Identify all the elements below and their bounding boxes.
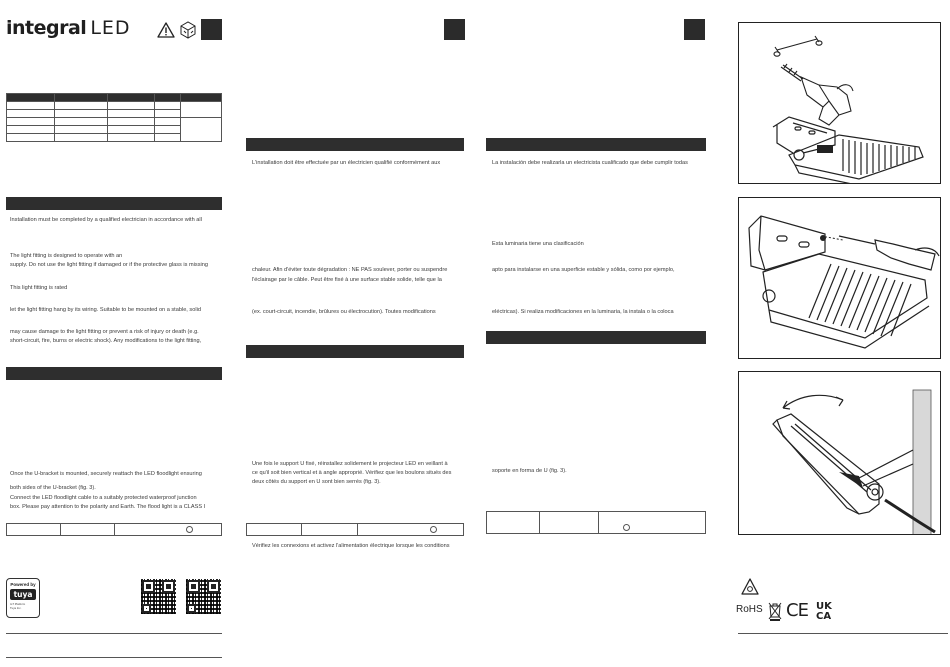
language-marker-en [201,19,222,40]
section-bar-install-es [486,331,706,344]
screwdriver-icon [739,198,740,199]
section-bar-safety-fr [246,138,464,151]
tilt-arrow-icon [739,372,740,373]
section-bar-install-en [6,367,222,380]
verify-text-fr: Vérifiez les connexions et activez l'alimentation électrique lorsque les conditions [252,543,450,549]
fit-text-es: apto para instalarse en una superficie estable y sólida, como por ejemplo, [492,267,675,273]
hang-text-en: let the light fitting hang by its wiring. Suitable to be mounted on a stable, solid [10,307,201,313]
bracket-text-fr: Une fois le support U fixé, réinstallez solidement le projecteur LED en veillant à [252,461,448,467]
column-figures [730,0,950,667]
brand-logo: integral LED [6,17,131,39]
recycle-box-icon [179,20,197,39]
mod-text-es: eléctricas). Si realiza modificaciones en la luminaria, la instala o la coloca [492,309,674,315]
connect-text-en-2: box. Please pay attention to the polarity and Earth. The flood light is a CLASS I [10,504,206,510]
ukca-mark: UK CA [816,601,832,622]
column-english [0,0,238,667]
design-text-en: The light fitting is designed to operate with an [10,253,123,259]
risk-text-fr: (ex. court-circuit, incendie, brûlures ou électrocution). Toutes modifications [252,309,436,315]
earth-icon [623,524,630,531]
figure-1-drilling [738,22,941,184]
wiring-table-fr [246,523,464,536]
rohs-mark: RoHS [736,604,763,615]
earth-icon [186,526,193,533]
triman-icon [740,577,760,597]
install-text-en: Installation must be completed by a qualified electrician in accordance with all [10,217,202,223]
design-text-en-2: supply. Do not use the light fitting if damaged or if the protective glass is missing [10,262,208,268]
column-spanish [478,0,718,667]
language-marker-es [684,19,705,40]
rated-text-en: This light fitting is rated [10,285,68,291]
install-text-fr: L'installation doit être effectuée par un électricien qualifié conformément aux [252,160,441,166]
bracket-text-fr-3: deux côtés du support en U sont bien serrés (fig. 3). [252,479,381,485]
weee-bin-icon [768,602,782,622]
damage-text-en: may cause damage to the light fitting or prevent a risk of injury or death (e.g. [10,329,199,335]
qr-code-app-1 [141,579,176,614]
bracket-text-fr-2: ce qu'il soit bien vertical et à angle approprié. Vérifiez que les boulons situés des [252,470,452,476]
ce-mark: CE [786,600,808,621]
earth-icon [430,526,437,533]
class-text-es: Esta luminaria tiene una clasificación [492,241,584,247]
figure-3-tilting [738,371,941,535]
damage-text-en-2: short-circuit, fire, burns or electric shock). Any modifications to the light fitting, [10,338,202,344]
drill-icon [739,23,740,24]
heat-text-fr-2: l'éclairage par le câble. Peut être fixé à une surface stable solide, telle que la [252,277,442,283]
connect-text-en: Connect the LED floodlight cable to a suitably protected waterproof junction [10,495,197,501]
bracket-text-en: Once the U-bracket is mounted, securely reattach the LED floodlight ensuring [10,471,202,477]
qr-code-app-2 [186,579,221,614]
install-text-es: La instalación debe realizarla un electricista cualificado que debe cumplir todas [492,160,688,166]
figure-2-screwing [738,197,941,359]
wiring-table-es [486,511,706,534]
section-bar-safety-es [486,138,706,151]
wiring-table-en [6,523,222,536]
heat-text-fr: chaleur. Afin d'éviter toute dégradation : NE PAS soulever, porter ou suspendre [252,267,448,273]
divider-line [738,633,948,634]
divider-line [6,657,222,658]
section-bar-safety-en [6,197,222,210]
bracket-text-en-2: both sides of the U-bracket (fig. 3). [10,485,96,491]
column-french [238,0,478,667]
tuya-badge: Powered by tuya IoT Platform Tuya Inc. [6,578,40,618]
section-bar-install-fr [246,345,464,358]
bracket-text-es: soporte en forma de U (fig. 3). [492,468,567,474]
language-marker-fr [444,19,465,40]
spec-table [6,93,222,142]
warning-icon [157,22,175,38]
divider-line [6,633,222,634]
